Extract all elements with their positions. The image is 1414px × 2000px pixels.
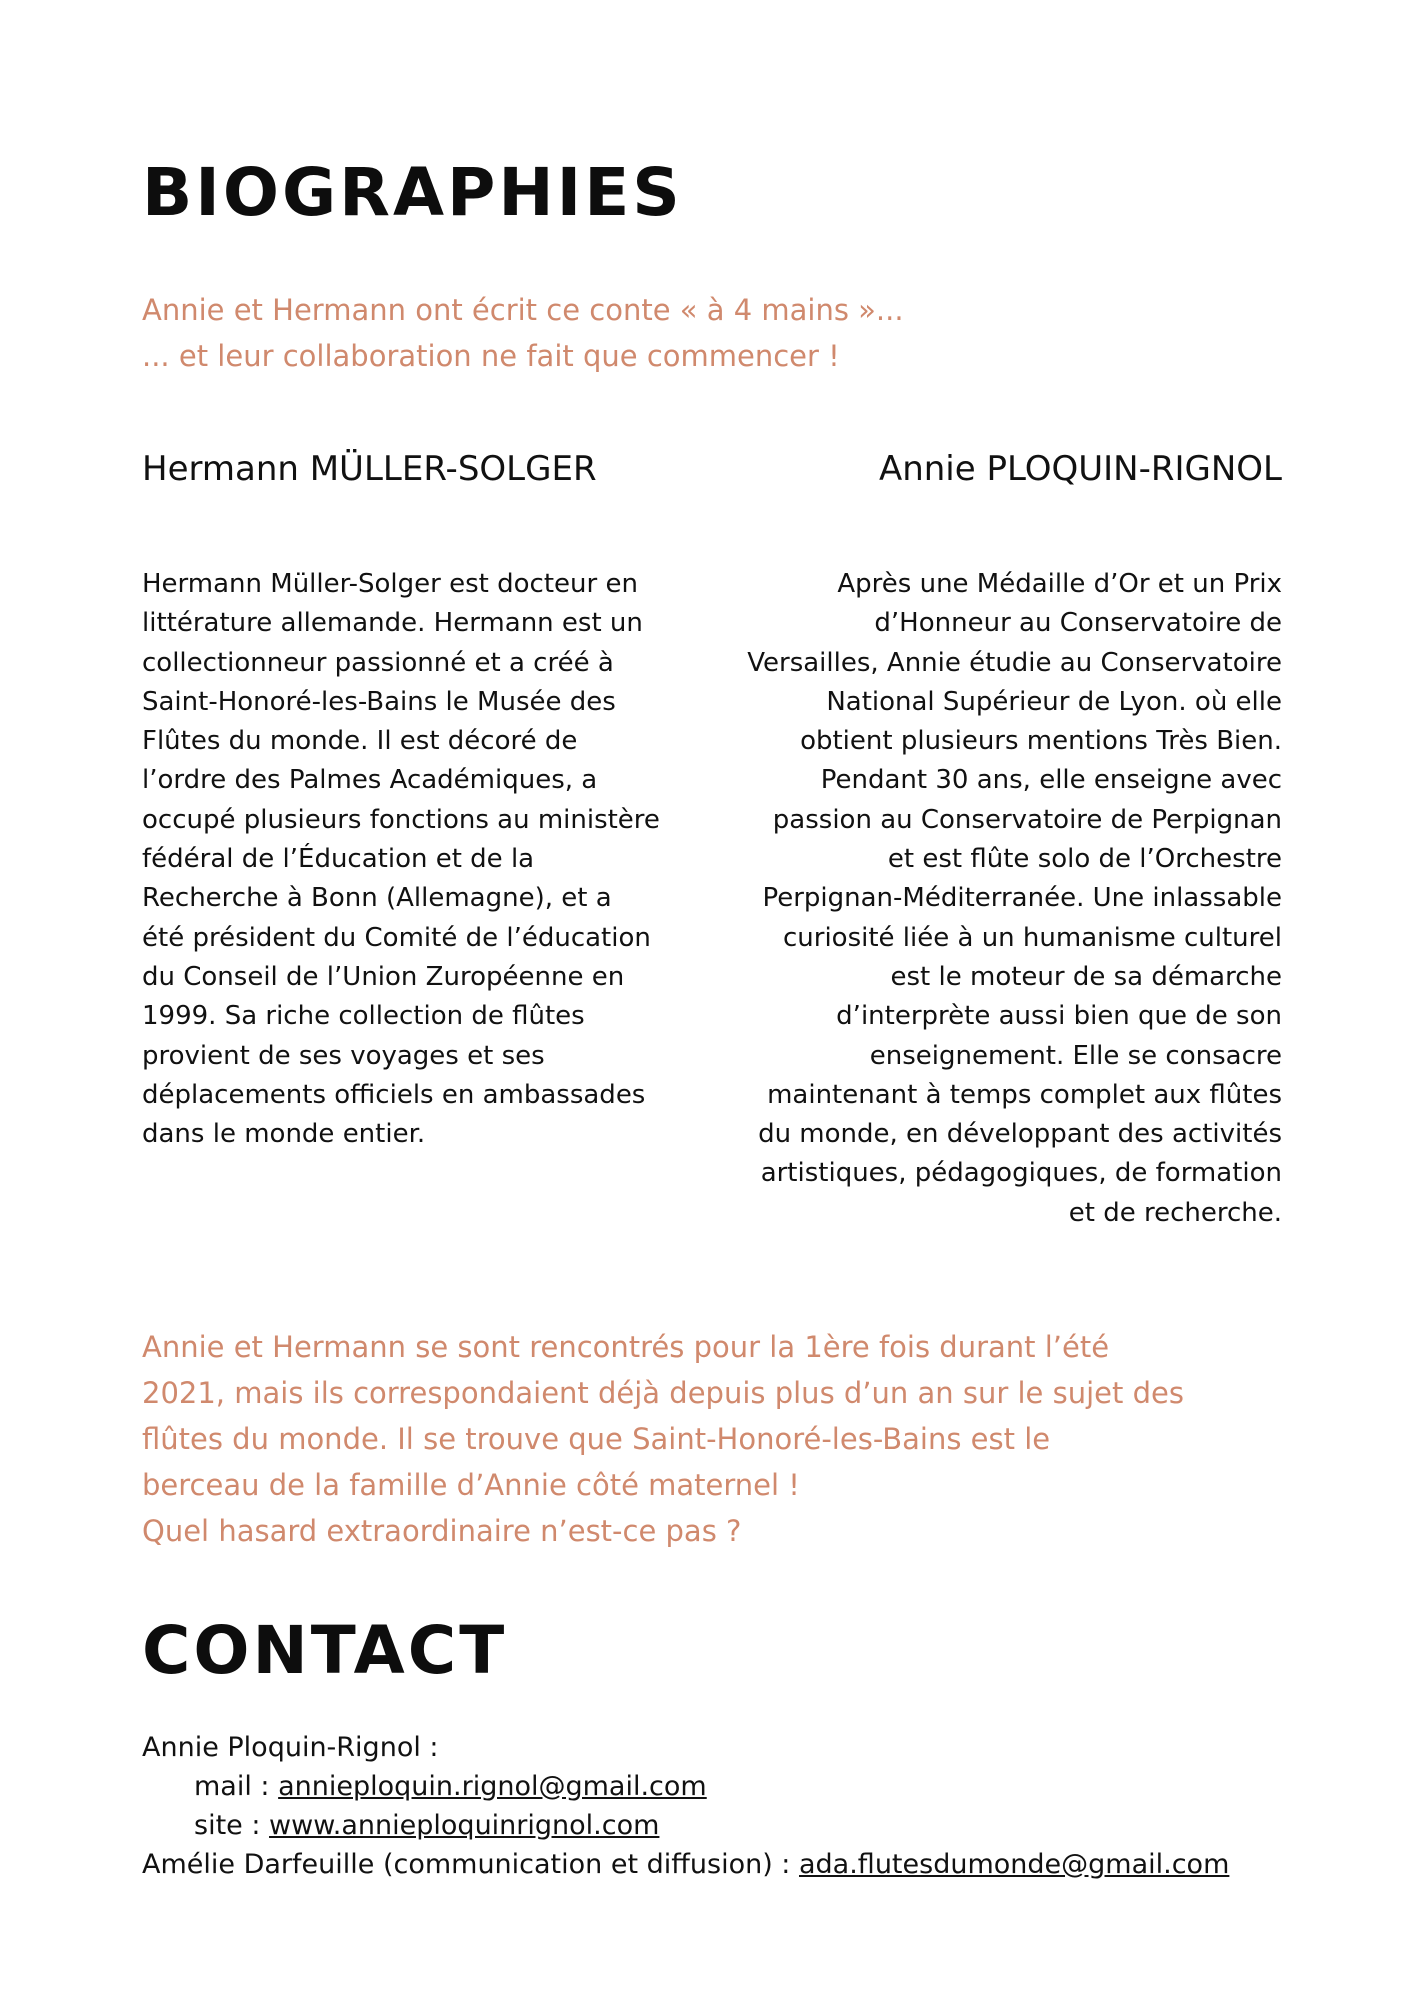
intro-line: Annie et Hermann ont écrit ce conte « à 4 mains »... (142, 293, 904, 327)
hermann-name: Hermann MÜLLER-SOLGER (142, 449, 597, 489)
annie-mail-link[interactable]: annieploquin.rignol@gmail.com (278, 1771, 707, 1802)
contact-block (142, 1728, 1229, 1884)
hermann-bio: Hermann Müller-Solger est docteur en littérature allemande. Hermann est un collectionneur passionné et a créé à Saint-Honoré-les-Bains le Musée des Flûtes du monde. Il est décoré de l’ordre des Palmes Académiques, a occupé plusieurs fonctions au ministère fédéral de l’Éducation et de la Recherche à Bonn (Allemagne), et a été président du Comité de l’éducation du Conseil de l’Union Zuropéenne en 1999. Sa riche collection de flûtes provient de ses voyages et ses déplacements officiels en ambassades dans le monde entier. (142, 569, 660, 1150)
annie-site-link[interactable]: www.annieploquinrignol.com (269, 1810, 660, 1841)
outro-line: flûtes du monde. Il se trouve que Saint-Honoré-les-Bains est le (142, 1422, 1051, 1456)
contact-site-row (142, 1806, 1229, 1845)
outro-text (142, 1324, 1292, 1554)
contact-mail-row (142, 1767, 1229, 1806)
contact-person-amelie (142, 1845, 1229, 1884)
annie-bio: Après une Médaille d’Or et un Prix d’Honneur au Conservatoire de Versailles, Annie étudie au Conservatoire National Supérieur de Lyon. où elle obtient plusieurs mentions Très Bien. Pendant 30 ans, elle enseigne avec passion au Conservatoire de Perpignan et est flûte solo de l’Orchestre Perpignan-Méditerranée. Une inlassable curiosité liée à un humanisme culturel est le moteur de sa démarche d’interprète aussi bien que de son enseignement. Elle se consacre maintenant à temps complet aux flûtes du monde, en développant des activités artistiques, pédagogiques, de formation et de recherche. (747, 569, 1282, 1228)
contact-person-annie: Annie Ploquin-Rignol : (142, 1732, 439, 1763)
site-label: site : (194, 1810, 270, 1841)
biographies-heading: BIOGRAPHIES (142, 154, 683, 231)
intro-text (142, 287, 1242, 379)
annie-name: Annie PLOQUIN-RIGNOL (878, 449, 1282, 489)
amelie-label: Amélie Darfeuille (communication et diffusion) : (142, 1849, 799, 1880)
intro-line: ... et leur collaboration ne fait que commencer ! (142, 339, 840, 373)
amelie-mail-link[interactable]: ada.flutesdumonde@gmail.com (799, 1849, 1230, 1880)
outro-line: 2021, mais ils correspondaient déjà depuis plus d’un an sur le sujet des (142, 1376, 1184, 1410)
outro-line: Annie et Hermann se sont rencontrés pour la 1ère fois durant l’été (142, 1330, 1110, 1364)
mail-label: mail : (194, 1771, 279, 1802)
outro-line: berceau de la famille d’Annie côté maternel ! (142, 1468, 800, 1502)
outro-line: Quel hasard extraordinaire n’est-ce pas ? (142, 1514, 742, 1548)
contact-heading: CONTACT (142, 1612, 508, 1689)
